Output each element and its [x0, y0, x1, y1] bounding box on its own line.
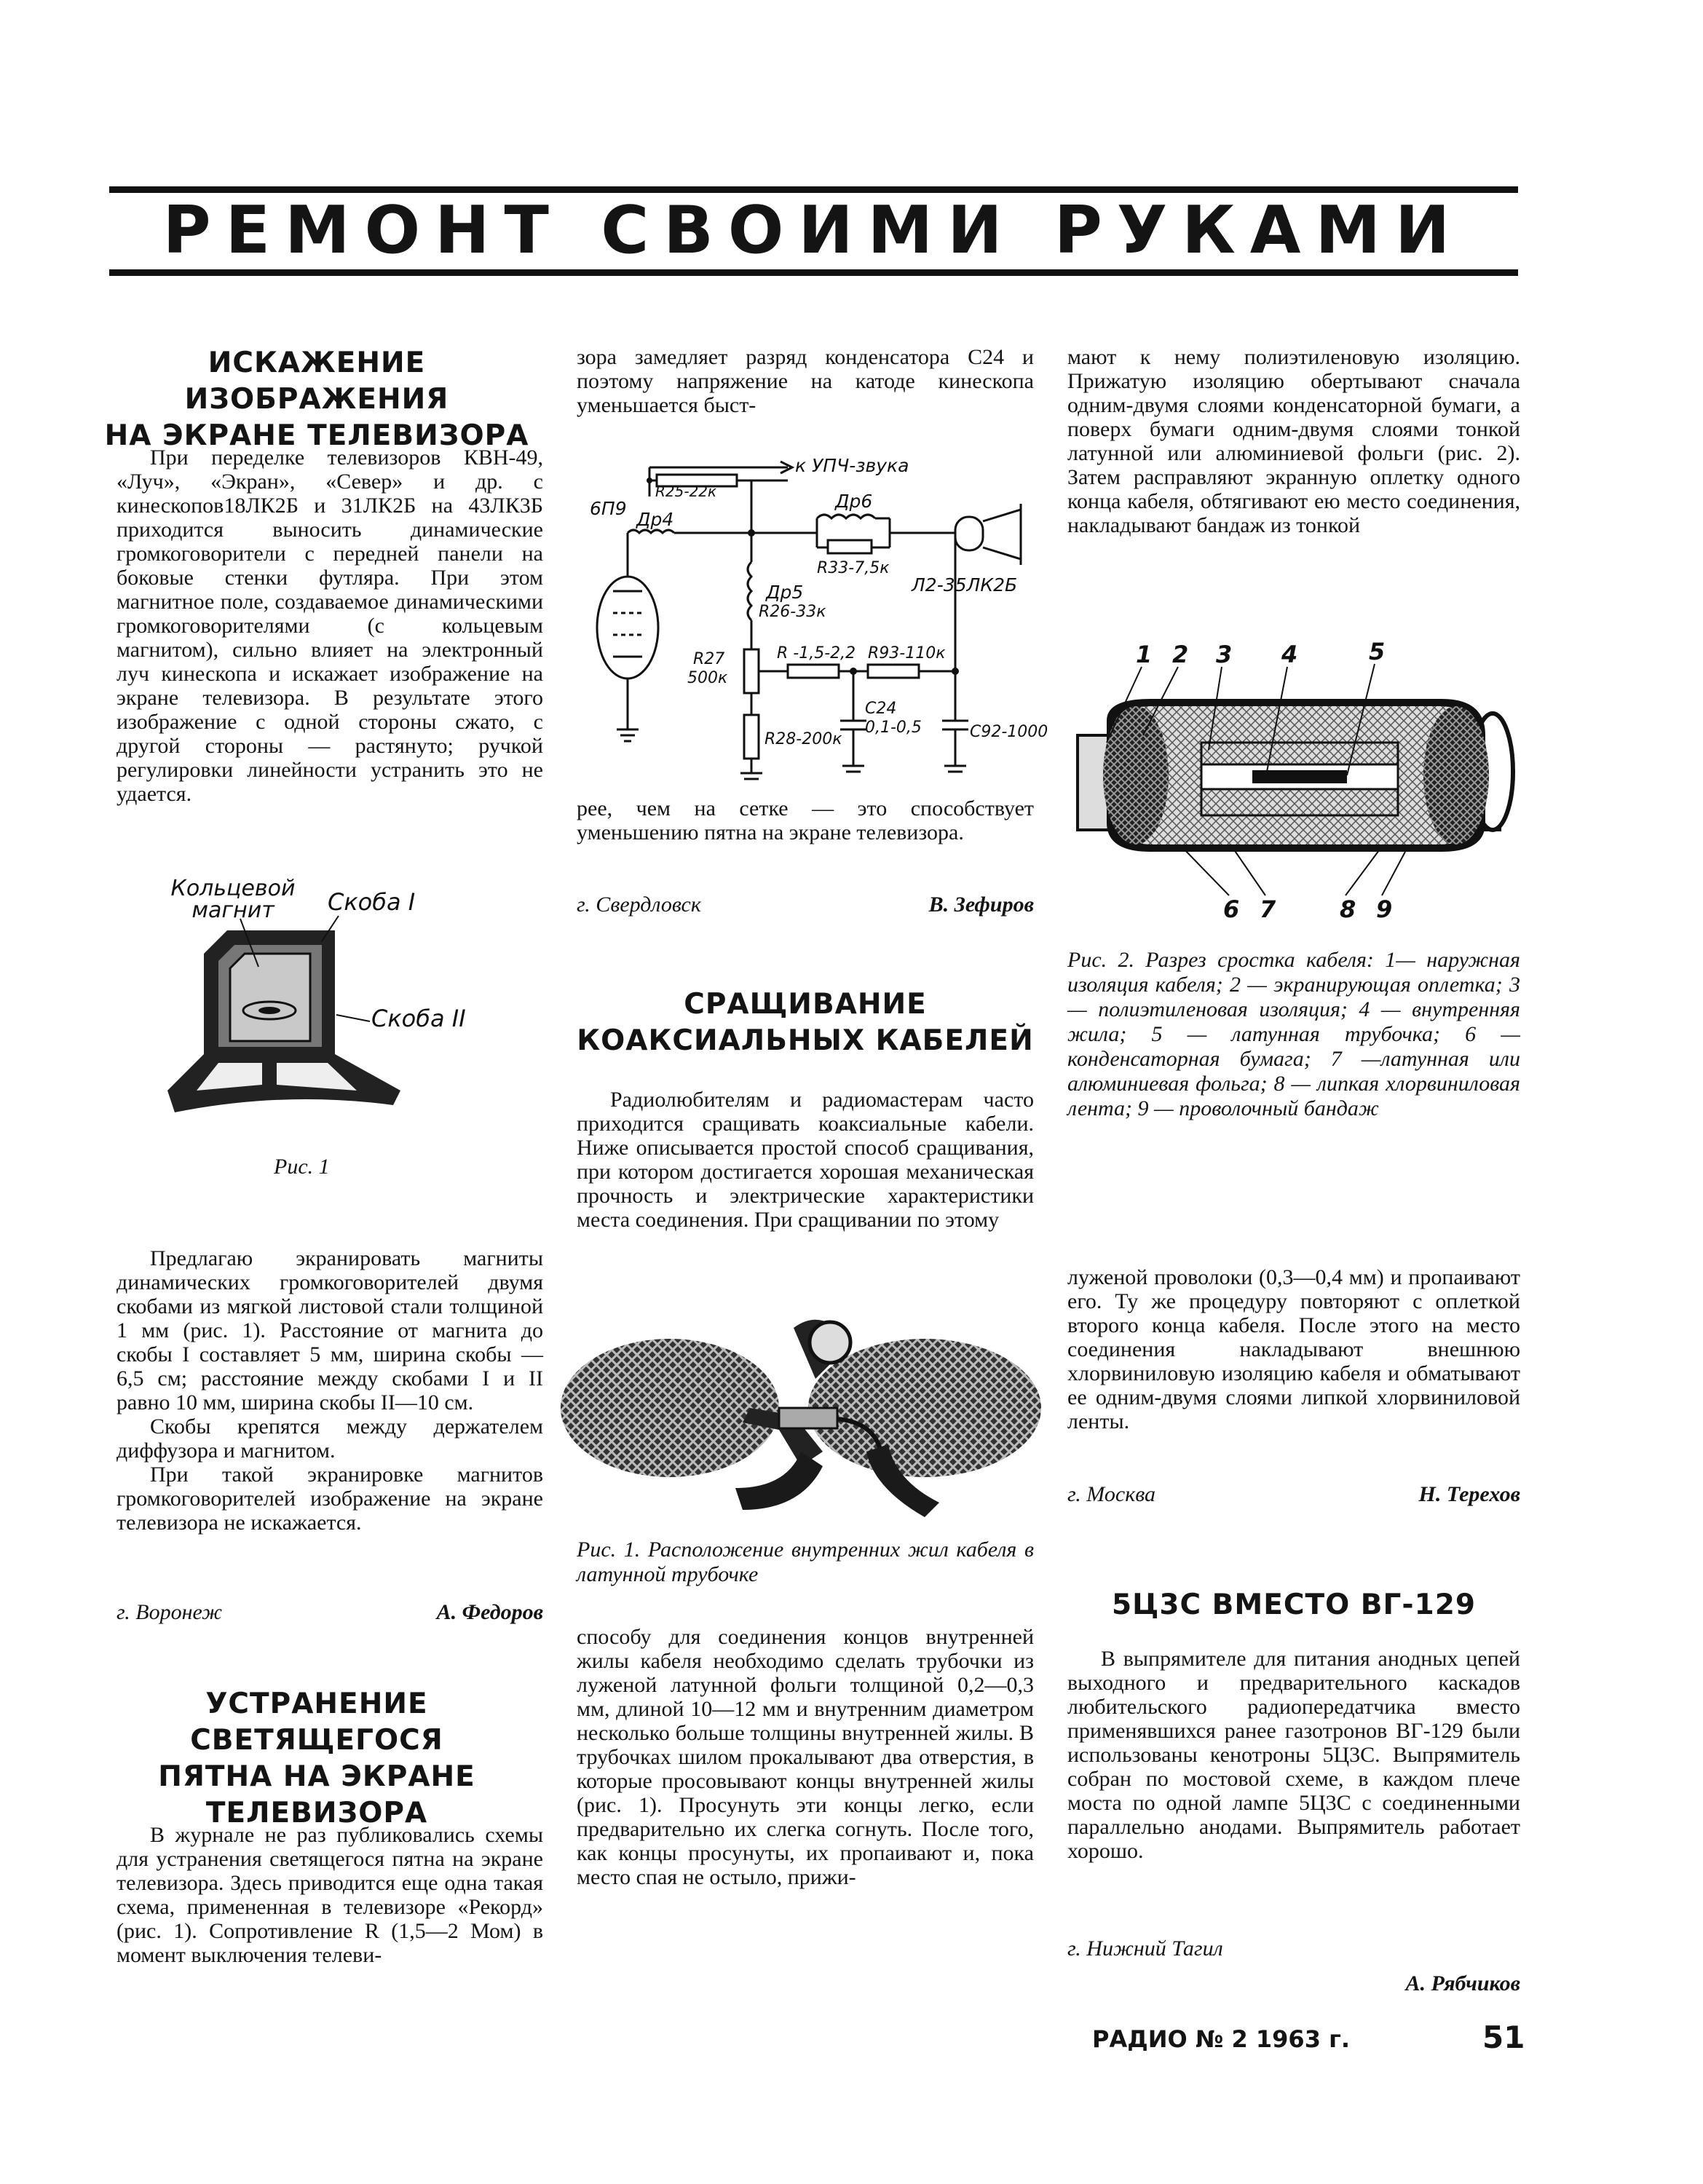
schematic-label-r93: R93-110к: [868, 644, 946, 662]
article1-paragraph: При переделке телевизоров КВН-49, «Луч», «Экран», «Север» и др. с кинескопов18ЛК2Б и 31ЛК2Б на 43ЛК3Б приходится выносить динамические громкоговорители с передней панели на боковые стенки футляра. При этом магнитное поле, создаваемое динамическими громкоговорителями (с кольцевым магнитом), сильно влияет на электронный луч кинескопа и искажает изображение на экране телевизора. В результате этого изображение с одной стороны сжато, с другой стороны — растянуто; ручкой регулировки линейности устранить это не удается.: [116, 446, 543, 806]
cable-joint-photo: [561, 1299, 1041, 1524]
article4-city: г. Нижний Тагил: [1067, 1936, 1223, 1961]
fig2-number-6: 6: [1223, 895, 1240, 923]
fig2-number-5: 5: [1369, 638, 1386, 665]
schematic-label-dr4: Др4: [636, 509, 674, 530]
article3-city: г. Москва: [1067, 1482, 1156, 1506]
article3-paragraph: луженой проволоки (0,3—0,4 мм) и пропаивают его. Ту же процедуру повторяют с оплеткой второго конца кабеля. После этого на место соединения накладывают внешнюю хлорвиниловую изоляцию кабеля и обматывают ее одним-двумя слоями липкой хлорвиниловой ленты.: [1067, 1265, 1520, 1433]
fig2-number-3: 3: [1216, 641, 1233, 668]
article4-author-line: [1067, 1971, 1520, 1998]
article4-author: А. Рябчиков: [1405, 1971, 1520, 1995]
page-number: 51: [1482, 2019, 1525, 2055]
article4-title: 5Ц3С ВМЕСТО ВГ-129: [1112, 1588, 1476, 1621]
cable-splice-section-figure: [1063, 633, 1529, 932]
schematic-label-r33: R33-7,5к: [817, 559, 890, 577]
schematic-label-r: R -1,5-2,2: [777, 644, 856, 662]
article2-city: г. Свердловск: [577, 893, 701, 917]
article1-paragraph: При такой экранировке магнитов громкоговорителей изображение на экране телевизора не искажается.: [116, 1463, 543, 1535]
bracket1-label: Скоба I: [328, 888, 416, 916]
article2-body-end: [577, 796, 1034, 844]
article4-city-line: [1067, 1936, 1520, 1963]
article4-body: [1067, 1647, 1520, 1863]
article1-author: А. Федоров: [436, 1600, 543, 1624]
article2-body-start: [116, 1823, 543, 1967]
fig2-number-8: 8: [1340, 895, 1356, 923]
schematic-label-6p9: 6П9: [590, 498, 627, 519]
magnet-shield-figure: [153, 872, 466, 1127]
article3-paragraph: Радиолюбителям и радиомастерам часто приходится сращивать коаксиальные кабели. Ниже описывается простой способ сращивания, при котором достигается хорошая механическая прочность и электрические характеристики места соединения. При сращивании по этому: [577, 1088, 1034, 1232]
article4-paragraph: В выпрямителе для питания анодных цепей выходного и предварительного каскадов любительского радиопередатчика вместо применявшихся ранее газотронов ВГ-129 были использованы кенотроны 5Ц3С. Выпрямитель собран по мостовой схеме, в каждом плече моста по одной лампе 5Ц3С с соединенными параллельно анодами. Выпрямитель работает хорошо.: [1067, 1647, 1520, 1863]
fig2-number-7: 7: [1260, 895, 1276, 923]
article2-signature: [577, 893, 1034, 919]
schematic-label-crt: Л2-35ЛК2Б: [912, 574, 1018, 596]
article2-body-continued: [577, 345, 1034, 417]
article2-paragraph: зора замедляет разряд конденсатора C24 и поэтому напряжение на катоде кинескопа уменьшается быст-: [577, 345, 1034, 417]
schematic-label-c24-value: 0,1-0,5: [865, 719, 922, 737]
article3-author: Н. Терехов: [1418, 1482, 1520, 1506]
article3-paragraph: способу для соединения концов внутренней жилы кабеля необходимо сделать трубочки из луженой латунной фольги толщиной 0,2—0,3 мм, длиной 10—12 мм и внутренним диаметром несколько больше толщины внутренней жилы. В трубочках шилом прокалывают два отверстия, в которые просовывают концы внутренней жилы (рис. 1). Просунуть эти концы легко, если предварительно их слегка согнуть. После того, как концы просунуты, их пропаивают и, пока место спая не остыло, прижи-: [577, 1625, 1034, 1889]
schematic-label-to-audio: к УПЧ-звука: [795, 455, 909, 476]
fig2-number-1: 1: [1136, 641, 1153, 668]
article3-body-start: [577, 1088, 1034, 1232]
article1-paragraph: Предлагаю экранировать магниты динамических громкоговорителей двумя скобами из мягкой листовой стали толщиной 1 мм (рис. 1). Расстояние от магнита до скобы I составляет 5 мм, ширина скобы — 6,5 см; расстояние между скобами I и II равно 10 мм, ширина скобы II—10 см.: [116, 1246, 543, 1415]
cable-splice-caption: Рис. 2. Разрез сростка кабеля: 1— наружная изоляция кабеля; 2 — экранирующая оплетка; 3 — полиэтиленовая изоляция; 4 — внутренняя жила; 5 — латунная трубочка; 6 — конденсаторная бумага; 7 —латунная или алюминиевая фольга; 8 — липкая хлорвиниловая лента; 9 — проволочный бандаж: [1067, 948, 1520, 1120]
article3-signature: [1067, 1482, 1520, 1508]
fig2-number-2: 2: [1172, 641, 1189, 668]
section-banner: РЕМОНТ СВОИМИ РУКАМИ: [162, 192, 1465, 269]
schematic-label-r28: R28-200к: [764, 730, 842, 748]
article1-body-bottom: [116, 1246, 543, 1535]
schematic-label-dr6: Др6: [835, 491, 873, 512]
article2-title: УСТРАНЕНИЕ СВЕТЯЩЕГОСЯ ПЯТНА НА ЭКРАНЕ ТЕЛЕВИЗОРА: [158, 1688, 475, 1829]
schematic-label-r27-value: 500к: [687, 669, 728, 687]
magnet-label: Кольцевой магнит: [170, 876, 296, 923]
schematic-label-c24: C24: [865, 700, 897, 718]
article3-paragraph: мают к нему полиэтиленовую изоляцию. Прижатую изоляцию обертывают сначала одним-двумя слоями конденсаторной бумаги, а поверх бумаги одним-двумя слоями тонкой латунной или алюминиевой фольги (рис. 2). Затем расправляют экранную оплетку одного конца кабеля, обтягивают ею место соединения, накладывают бандаж из тонкой: [1067, 345, 1520, 537]
article1-signature: [116, 1600, 543, 1626]
article1-body-top: [116, 446, 543, 806]
schematic-label-r26: R26-33к: [759, 603, 826, 621]
article3-title: СРАЩИВАНИЕ КОАКСИАЛЬНЫХ КАБЕЛЕЙ: [577, 988, 1034, 1057]
schematic-label-dr5: Др5: [766, 582, 804, 603]
journal-issue: РАДИО № 2 1963 г.: [1092, 2025, 1350, 2053]
article1-paragraph: Скобы крепятся между держателем диффузора и магнитом.: [116, 1415, 543, 1463]
schematic-label-r27: R27: [693, 650, 725, 668]
bracket2-label: Скоба II: [371, 1005, 466, 1032]
article3-body-middle: [577, 1625, 1034, 1889]
article2-paragraph: В журнале не раз публиковались схемы для устранения светящегося пятна на экране телевизора. Здесь приводится еще одна такая схема, примененная в телевизоре «Рекорд» (рис. 1). Сопротивление R (1,5—2 Мом) в момент выключения телеви-: [116, 1823, 543, 1967]
article2-author: В. Зефиров: [928, 893, 1034, 917]
article3-body-continued: [1067, 345, 1520, 537]
article2-paragraph: рее, чем на сетке — это способствует уменьшению пятна на экране телевизора.: [577, 796, 1034, 844]
cable-photo-caption: Рис. 1. Расположение внутренних жил кабеля в латунной трубочке: [577, 1538, 1034, 1586]
fig2-number-9: 9: [1376, 895, 1393, 923]
schematic-label-c92: C92-1000: [970, 723, 1048, 741]
article3-body-end: [1067, 1265, 1520, 1433]
article1-title: ИСКАЖЕНИЕ ИЗОБРАЖЕНИЯ НА ЭКРАНЕ ТЕЛЕВИЗОРА: [104, 347, 529, 452]
banner-bottom-rule: [109, 269, 1518, 276]
fig2-number-4: 4: [1281, 641, 1298, 668]
article1-city: г. Воронеж: [116, 1600, 222, 1624]
schematic-label-r25: R25-22к: [655, 483, 717, 500]
magnet-figure-caption: Рис. 1: [274, 1155, 330, 1179]
anti-spot-schematic: [577, 446, 1048, 788]
